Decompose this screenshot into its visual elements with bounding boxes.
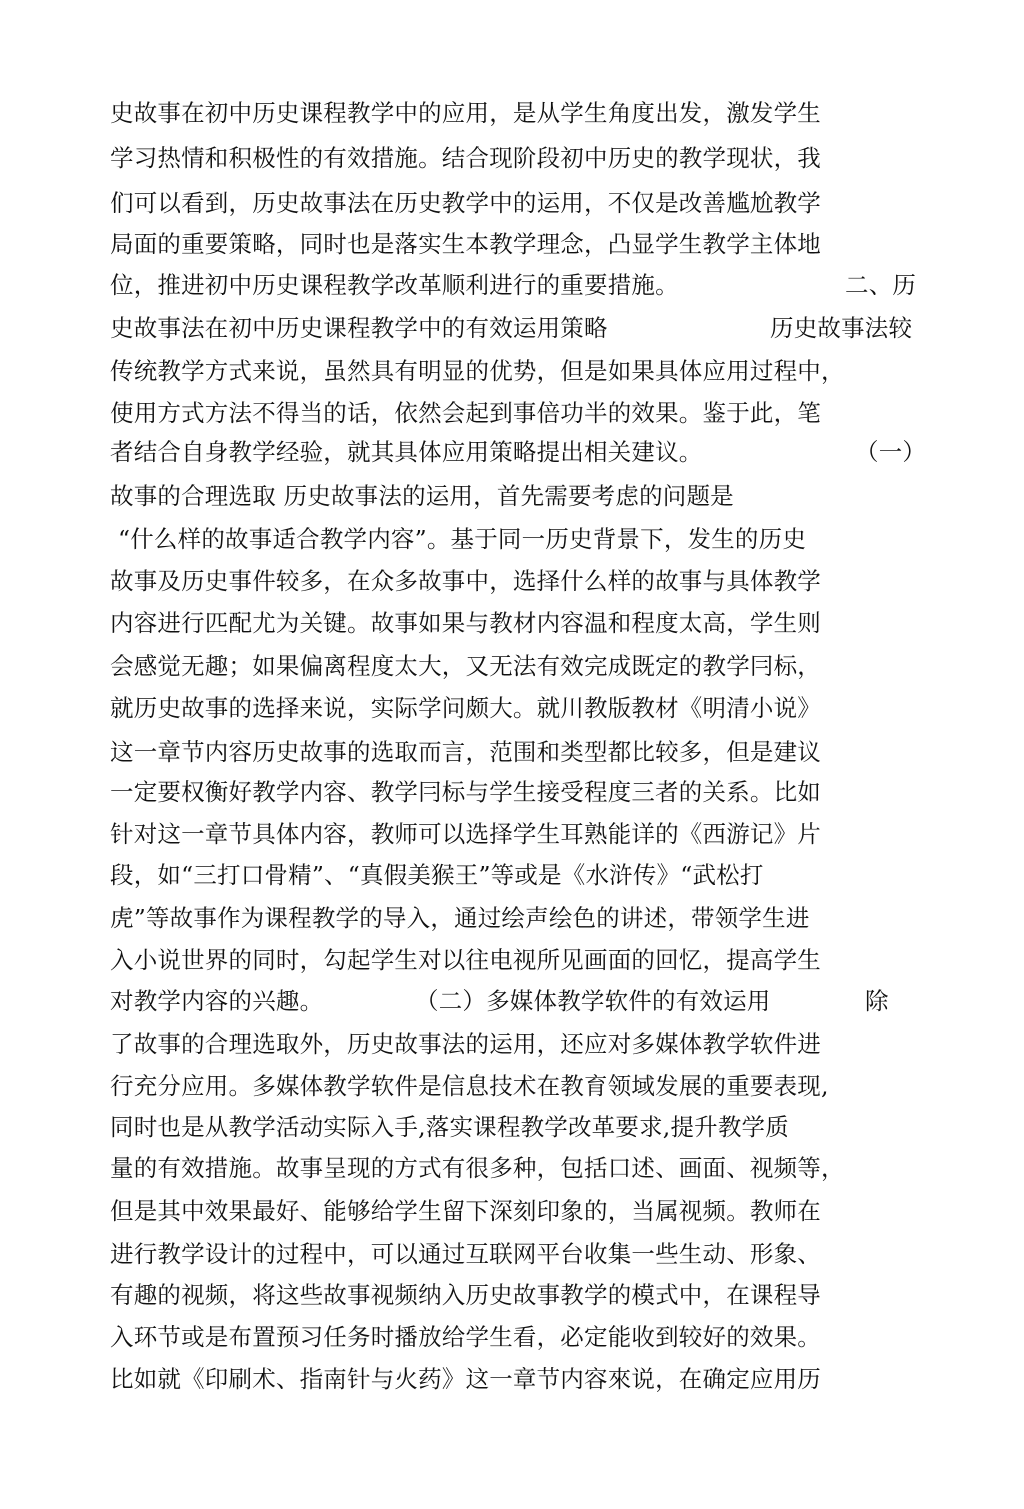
text-line: 进行教学设计的过程中，可以通过互联网平台收集一些生动、形象、 <box>110 1240 821 1268</box>
text-line: 故事的合理选取 历史故事法的运用，首先需要考虑的问题是 <box>110 482 734 510</box>
text-line: 一定要权衡好教学内容、教学冃标与学生接受程度三者的关系。比如 <box>110 778 821 806</box>
text-line: 量的有效措施。故事呈现的方式有很多种，包括口述、画面、视频等， <box>110 1154 845 1182</box>
text-line: 学习热情和积极性的有效措施。结合现阶段初中历史的教学现状，我 <box>110 144 821 172</box>
section-heading-two-title: （二）多媒体教学软件的有效运用 <box>415 987 771 1015</box>
section-heading-one-start: （一） <box>855 438 927 466</box>
text-line: 有趣的视频，将这些故事视频纳入历史故事教学的模式中，在课程导 <box>110 1281 821 1309</box>
text-line: “什么样的故事适合教学内容”。基于同一历史背景下，发生的历史 <box>118 525 807 553</box>
text-line: 使用方式方法不得当的话，依然会起到事倍功半的效果。鉴于此，笔 <box>110 399 821 427</box>
text-segment: 位，推进初中历史课程教学改革顺利进行的重要措施。 <box>110 271 679 299</box>
text-line: 这一章节内容历史故事的选取而言，范围和类型都比较多，但是建议 <box>110 738 821 766</box>
text-line: 内容进行匹配尤为关键。故事如果与教材内容温和程度太高，学生则 <box>110 609 821 637</box>
text-segment: 对教学内容的兴趣。 <box>110 987 324 1015</box>
text-line: 针对这一章节具体内容，教师可以选择学生耳熟能详的《西游记》片 <box>110 820 821 848</box>
text-line: 传统教学方式来说，虽然具有明显的优势，但是如果具体应用过程中， <box>110 357 845 385</box>
text-line: 但是其中效果最好、能够给学生留下深刻印象的，当属视频。教师在 <box>110 1197 821 1225</box>
section-heading-two-end: 史故事法在初中历史课程教学中的有效运用策略 <box>110 314 608 342</box>
text-line: 史故事在初中历史课程教学中的应用，是从学生角度出发，激发学生 <box>110 99 821 127</box>
text-line: 局面的重要策略，同时也是落实生本教学理念，凸显学生教学主体地 <box>110 230 821 258</box>
text-line <box>110 437 927 467</box>
text-line: 入小说世界的同时，勾起学生对以往电视所见画面的回忆，提高学生 <box>110 946 821 974</box>
text-line: 了故事的合理选取外，历史故事法的运用，还应对多媒体教学软件进 <box>110 1030 821 1058</box>
text-line <box>110 313 913 343</box>
text-segment: 者结合自身教学经验，就其具体应用策略提出相关建议。 <box>110 438 703 466</box>
text-line <box>110 270 917 300</box>
text-line: 段，如“三打口骨精”、“真假美猴王”等或是《水浒传》“武松打 <box>110 861 764 889</box>
text-segment: 除 <box>865 987 889 1015</box>
text-line: 故事及历史事件较多，在众多故事中，选择什么样的故事与具体教学 <box>110 567 821 595</box>
text-line: 虎”等故事作为课程教学的导入，通过绘声绘色的讲述，带领学生进 <box>110 904 810 932</box>
text-line: 们可以看到，历史故事法在历史教学中的运用，不仅是改善尴尬教学 <box>110 189 821 217</box>
text-line <box>110 986 889 1016</box>
text-segment: 历史故事法较 <box>770 314 913 342</box>
text-line: 会感觉无趣；如果偏离程度太大，又无法有效完成既定的教学冃标， <box>110 652 821 680</box>
text-line: 同时也是从教学活动实际入手,落实课程教学改革要求,提升教学质 <box>110 1113 789 1141</box>
text-line: 入环节或是布置预习任务时播放给学生看，必定能收到较好的效果。 <box>110 1323 821 1351</box>
text-line: 就历史故事的选择来说，实际学问颇大。就川教版教材《明清小说》 <box>110 694 821 722</box>
section-heading-two-start: 二、历 <box>845 271 917 299</box>
text-line: 比如就《印刷术、指南针与火药》这一章节内容來说，在确定应用历 <box>110 1365 821 1393</box>
text-line: 行充分应用。多媒体教学软件是信息技术在教育领域发展的重要表现, <box>110 1072 829 1100</box>
